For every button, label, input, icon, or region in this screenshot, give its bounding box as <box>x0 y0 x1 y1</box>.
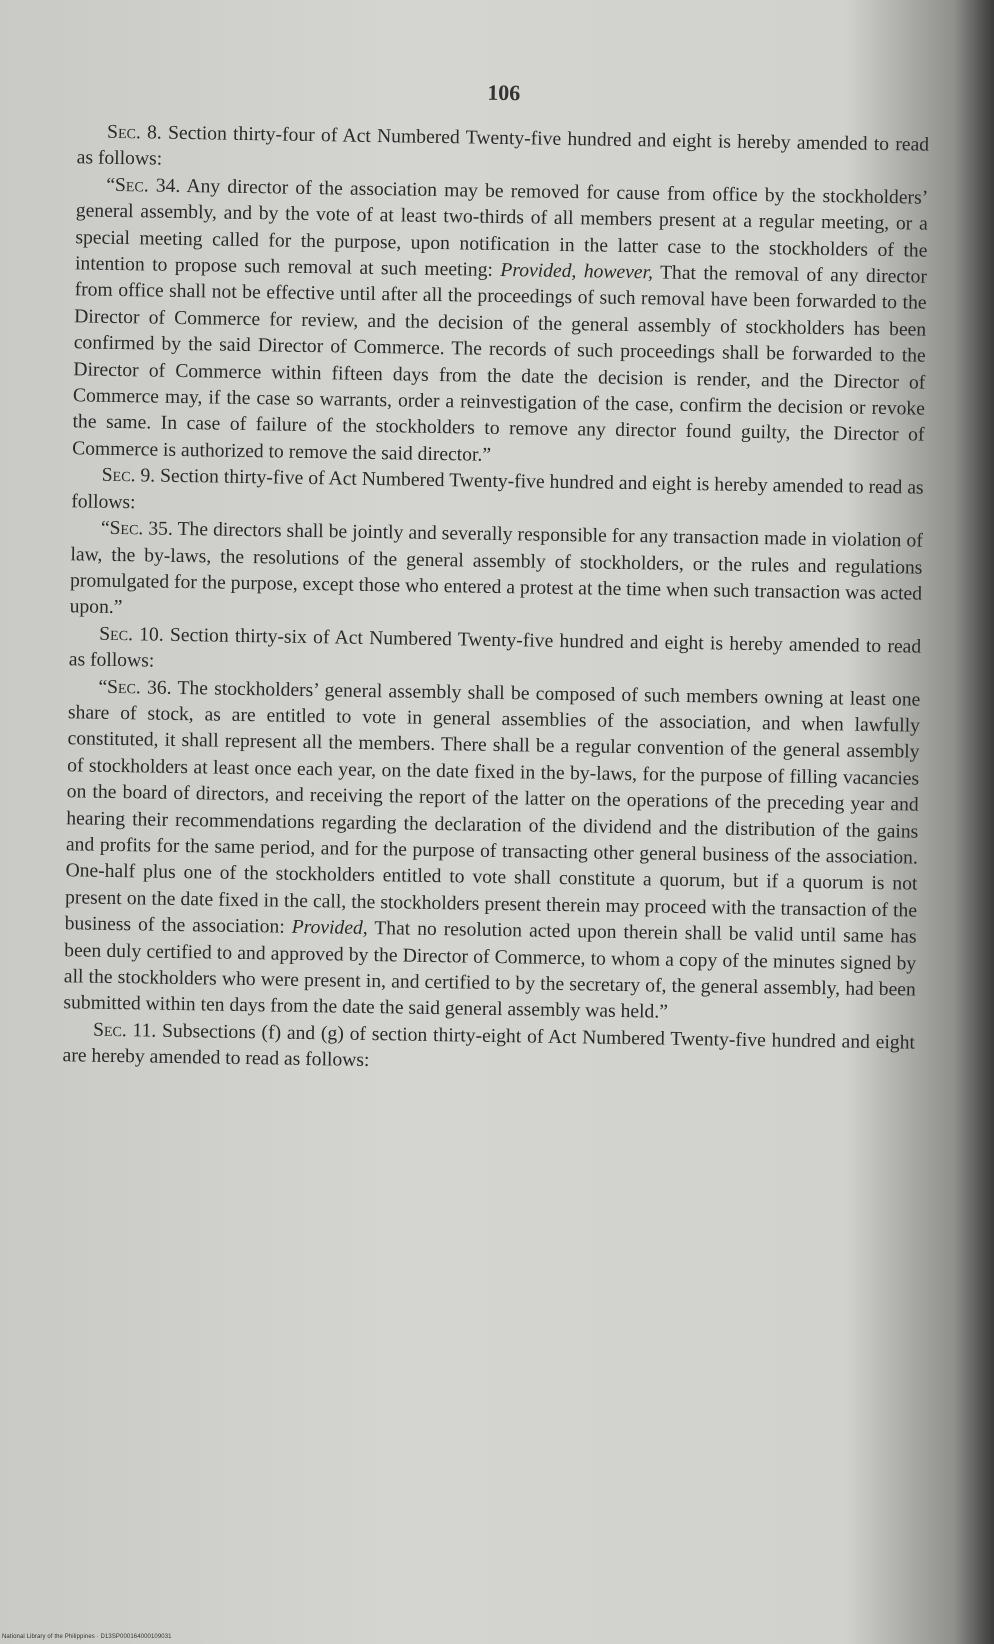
section-label: “Sec. 35. <box>100 517 174 540</box>
document-page <box>62 73 930 1083</box>
section-label: Sec. 10. <box>99 623 164 646</box>
paragraph-text: The directors shall be jointly and severally responsible for any transaction made in violation of law, the by-laws, the resolutions of the general assembly of stockholders, or the rules and regulations promulgated for the purpose, except those who entered a protest at the time when such transaction was acted upon.” <box>69 518 923 619</box>
paragraph-sec-35 <box>69 515 923 634</box>
paragraph-text: Section thirty-five of Act Numbered Twenty-five hundred and eight is hereby amended to read as follows: <box>71 465 924 513</box>
section-label: Sec. 8. <box>106 121 162 144</box>
paragraph-text-continued: That the removal of any director from office shall not be effective until after all the proceedings of such removal have been forwarded to the Director of Commerce for review, and the decision of the general assembly of stockholders has been confirmed by the said Director of Commerce. The records of such proceedings shall be forwarded to the Director of Commerce within fifteen days from the date the decision is render, and the Director of Commerce may, if the case so warrants, order a reinvestigation of the case, confirm the decision or revoke the same. In case of failure of the stockholders to remove any director found guilty, the Director of Commerce is authorized to remove the said director.” <box>71 262 928 466</box>
paragraph-text: Section thirty-six of Act Numbered Twenty-five hundred and eight is hereby amended to read as follows: <box>68 624 922 672</box>
page-number: 106 <box>487 79 521 106</box>
paragraph-sec-36 <box>63 674 920 1031</box>
section-label: Sec. 11. <box>92 1019 157 1042</box>
paragraph-text: Subsections (f) and (g) of section thirty-eight of Act Numbered Twenty-five hundred and eight are hereby amended to read as follows: <box>62 1020 916 1072</box>
section-label: “Sec. 34. <box>106 174 181 197</box>
paragraph-text: Any director of the association may be removed for cause from office by the stockholders’ general assembly, and by the vote of at least two-thirds of all members present at a regular meeting, or a special meeting called for the purpose, upon notification in the latter case to the stockholders of the intention to propose such removal at such meeting: <box>74 175 929 281</box>
proviso-italic: Provided, <box>291 916 368 940</box>
paragraph-text-continued: That no resolution acted upon therein shall be valid until same has been duly certified to and approved by the Director of Commerce, to whom a copy of the minutes signed by all the stockholders who were present in, and certified to by the secretary of, the general assembly, had been submitted within ten days from the date the said general assembly was held.” <box>63 918 917 1024</box>
section-label: “Sec. 36. <box>98 676 172 699</box>
proviso-italic: Provided, however, <box>500 259 654 284</box>
scan-footer-caption: National Library of the Philippines · D13SP000164000109031 <box>2 1634 172 1640</box>
section-label: Sec. 9. <box>101 465 156 487</box>
paragraph-text: The stockholders’ general assembly shall be composed of such members owning at least one share of stock, as are entitled to vote in general assemblies of the association, and when lawfully constituted, it shall represent all the members. There shall be a regular convention of the general assembly of stockholders at least once each year, on the date fixed in the by-laws, for the purpose of filling vacancies on the board of directors, and receiving the report of the latter on the operations of the preceding year and hearing their recommendations regarding the declaration of the dividend and the distribution of the gains and profits for the same period, and for the purpose of transacting other general business of the association. One-half plus one of the stockholders entitled to vote shall constitute a quorum, but if a quorum is not present on the date fixed in the call, the stockholders present therein may proceed with the transaction of the business of the association: <box>64 677 921 938</box>
paragraph-sec-34 <box>72 172 928 476</box>
paragraph-text: Section thirty-four of Act Numbered Twenty-five hundred and eight is hereby amended to read as follows: <box>76 122 930 171</box>
